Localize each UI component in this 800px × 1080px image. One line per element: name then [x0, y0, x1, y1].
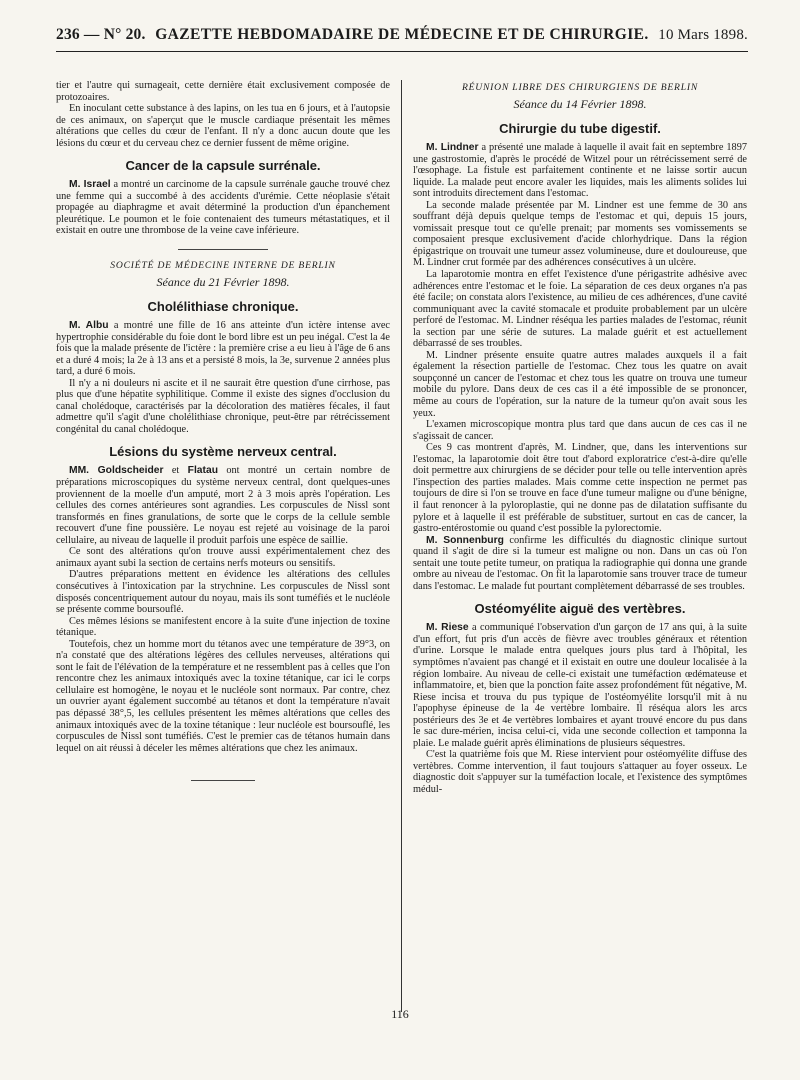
paragraph-text: a présenté une malade à laquelle il avait fait en septembre 1897 une gastrostomie, d'après le procédé de Witzel pour un rétrécissement serré de l'œsophage. La fistule est parfaitement continente et ne laisse sortir aucun liquide. La malade peut encore avaler les liquides, mais les aliments solides lui sont introduits directement dans l'estomac. — [413, 142, 747, 200]
section-heading: Cancer de la capsule surrénale. — [125, 158, 321, 174]
paragraph: C'est la quatrième fois que M. Riese intervient pour ostéomyélite diffuse des vertèbres. Comme intervention, il faut toujours s'attaquer au foyer osseux. Le diagnostic doit s'appuyer sur la tuméfaction locale, et l'existence des symptômes médul- — [413, 749, 747, 795]
paragraph: Ces 9 cas montrent d'après, M. Lindner, que, dans les interventions sur l'estomac, la laparotomie doit être tout d'abord exploratrice c'est-à-dire qu'elle doit permettre aux chirurgiens de se décider pour telle ou telle intervention après l'inspection des parties malades. Mais comme cette inspection ne permet pas toujours de dire si l'on se trouve en face d'une tumeur maligne ou d'une bénigne, il faut renoncer à la pyloroplastie, qui ne donne pas de dilatation suffisante du pylore et à laquelle il est préférable de substituer, surtout en cas de cancer, la gastro-entérostomie ou quand c'est possible la pylorectomie. — [413, 442, 747, 535]
paragraph: La laparotomie montra en effet l'existence d'une périgastrite adhésive avec adhérences entre l'estomac et le foie. La séparation de ces deux organes n'a pas été facile; on constata alors l'existence, au milieu de ces adhérences, d'une cavité communiquant avec la cavité stomacale et produite probablement par un ulcère perforé de l'estomac. M. Lindner réséqua les parties malades de l'estomac, réunit la section par une série de sutures. La malade guérit et est actuellement débarrassé de ses troubles. — [413, 269, 747, 350]
paragraph — [56, 179, 390, 237]
paragraph-text: confirme les difficultés du diagnostic clinique surtout quand il s'agit de dire si la tumeur est maligne ou non. Dans un cas où l'on sentait une toute petite tumeur, on pratiqua la radiographie qui donna une grande ombre au niveau de l'estomac. On fit la laparotomie sans trouver trace de tumeur dans l'estomac. Le malade fut pourtant complètement débarrassé de ses troubles. — [413, 534, 747, 592]
session-date: Séance du 21 Février 1898. — [156, 275, 290, 290]
header-rule — [56, 51, 748, 52]
paragraph: L'examen microscopique montra plus tard que dans aucun de ces cas il ne s'agissait de cancer. — [413, 419, 747, 442]
paragraph: M. Lindner présente ensuite quatre autres malades auxquels il a fait également la résection partielle de l'estomac. Chez tous les quatre on avait soupçonné un cancer de l'estomac et chez tous les quatre on trouva une tumeur mobile du pylore. Dans deux de ces cas il a été impossible de se prononcer, même au cours de l'opération, sur la nature de la tumeur qu'on avait sous les yeux. — [413, 349, 747, 419]
section-heading: Cholélithiase chronique. — [147, 299, 299, 315]
author-name: M. Sonnenburg — [426, 534, 504, 546]
conjunction: et — [163, 465, 188, 477]
paragraph — [56, 465, 390, 546]
paragraph: Toutefois, chez un homme mort du tétanos avec une température de 39°3, on n'a constaté que des altérations légères des cellules nerveuses, altérations qui sont le fait de l'élévation de la température et ne ressemblent pas à celles que l'on rencontre chez les animaux intoxiqués avec la toxine tétanique, car ici le corps cellulaire est homogène, le noyau et le nucléole sont normaux. Par contre, chez un ouvrier ayant également succombé au tétanos et dont la température n'avait pas dépassé 38°,5, les cellules présentent les mêmes altérations que celles des animaux intoxiqués avec de la toxine tétanique : leur nucléole est boursouflé, les corpuscules de Nissl sont tuméfiés. C'est le premier cas de tétanos humain dans lequel on ait réussi à déceler les mêmes altérations que chez les animaux. — [56, 638, 390, 754]
issue-date: 10 Mars 1898. — [658, 27, 748, 43]
session-date: Séance du 14 Février 1898. — [513, 97, 647, 111]
author-name: Flatau — [187, 465, 218, 477]
page-label: 236 — N° 20. — [56, 26, 146, 43]
paragraph — [413, 535, 747, 593]
paragraph: tier et l'autre qui surnageait, cette dernière était exclusivement composée de protozoaires. — [56, 80, 390, 103]
section-heading: Chirurgie du tube digestif. — [499, 121, 661, 136]
right-column — [401, 80, 747, 1012]
paragraph: Ces mêmes lésions se manifestent encore à la suite d'une injection de toxine tétanique. — [56, 615, 390, 639]
end-rule — [191, 780, 255, 781]
page-folio: 116 — [391, 1007, 409, 1021]
paragraph-text: a montré une fille de 16 ans atteinte d'un ictère intense avec hypertrophie considérable du foie dont le bord libre est un peu inégal. C'est la 4e fois que la malade présente de l'ictère : la première crise a eu lieu à l'âge de 6 ans et a duré 4 mois; la 2e à 13 ans et a persisté 8 mois, la 3e, survenue 2 années plus tard, a duré 6 mois. — [56, 320, 390, 378]
section-heading: Lésions du système nerveux central. — [109, 444, 337, 460]
author-name: M. Israel — [69, 179, 111, 191]
paragraph — [56, 320, 390, 378]
paragraph: La seconde malade présentée par M. Lindner est une femme de 30 ans souffrant déjà depuis quelque temps de l'estomac et qui, depuis 15 jours, vomissait presque tout ce qu'elle prenait; par moments ses vomissements se composaient presque exclusivement d'acide chlorhydrique. Dans la région épigastrique on trouvait une tumeur assez volumineuse, dure et douloureuse, que M. Lindner crut formée par des adhérences consécutives à un ulcère. — [413, 199, 747, 269]
paragraph-text: a montré un carcinome de la capsule surrénale gauche trouvé chez une femme qui a succombé à des accidents d'urémie. Cette néoplasie s'était propagée au diaphragme et avait déterminé la production d'un épanchement pleurétique. Le poumon et le foie contenaient des tumeurs métastatiques, et il existait en outre une thrombose de la veine cave inférieure. — [56, 179, 390, 237]
journal-title: GAZETTE HEBDOMADAIRE DE MÉDECINE ET DE CHIRURGIE. — [155, 26, 649, 43]
left-column — [56, 80, 401, 1012]
paragraph: D'autres préparations mettent en évidence les altérations des cellules consécutives à l'intoxication par la strychnine. Les corpuscules de Nissl sont disposés concentriquement autour du noyau, mais ils sont tuméfiés et le nucléole se présente comme boursouflé. — [56, 569, 390, 616]
author-name: MM. Goldscheider — [69, 465, 164, 477]
paragraph — [413, 142, 747, 200]
paragraph-text: a communiqué l'observation d'un garçon de 17 ans qui, à la suite d'un effort, fut pris d'un accès de fièvre avec troubles généraux et rétention d'urine. Lorsque le malade entra quelques jours plus tard à l'hôpital, les symptômes n'avaient pas changé et il existait en outre une douleur localisée à la région lombaire. Au niveau de celle-ci existait une tuméfaction œdémateuse et inflammatoire, et, bien que la ponction faite assez profondément fût négative, M. Riese incisa et trouva du pus typique de l'ostéomyélite lorsqu'il mit à nu l'apophyse épineuse de la 4e vertèbre lombaire. Il réséqua alors les arcs postérieurs des 3e et 4e vertèbres lombaires et ayant trouvé encore du pus dans le sac dure-mérien, incisa celui-ci, vida une seconde collection et tamponna la plaie. Le malade guérit après éliminations de plusieurs séquestres. — [413, 622, 747, 749]
author-name: M. Riese — [426, 622, 469, 634]
society-name: RÉUNION LIBRE DES CHIRURGIENS DE BERLIN — [461, 82, 699, 93]
paragraph-text: ont montré un certain nombre de préparations microscopiques du système nerveux central, dont quelques-unes proviennent de la moelle d'un amputé, mort 2 à 3 mois après l'opération. Les cellules des cornes antérieures sont agrandies. Les corpuscules de Nissl sont transformés en fines granulations, de sorte que le corps de la cellule semble recouvert d'une fine poussière. Le noyau est rejeté au voisinage de la paroi cellulaire, au niveau de laquelle il produit parfois une espèce de saillie. — [56, 465, 390, 546]
author-name: M. Albu — [69, 320, 109, 332]
paragraph — [413, 622, 747, 749]
section-divider — [178, 249, 268, 250]
two-column-body — [56, 80, 748, 1012]
society-name: SOCIÉTÉ DE MÉDECINE INTERNE DE BERLIN — [110, 260, 336, 272]
paragraph: Il n'y a ni douleurs ni ascite et il ne saurait être question d'une cirrhose, pas plus que d'une hépatite syphilitique. Comme il existe des signes d'occlusion du canal cholédoque, caractérisés par la décoloration des matières fécales, il faut admettre qu'il s'agit d'une cholélithiase chronique, peut-être par rétrécissement congénital du canal cholédoque. — [56, 377, 390, 435]
paragraph: Ce sont des altérations qu'on trouve aussi expérimentalement chez des animaux ayant subi la section de certains nerfs moteurs ou sensitifs. — [56, 546, 390, 569]
author-name: M. Lindner — [426, 142, 479, 153]
section-heading: Ostéomyélite aiguë des vertèbres. — [474, 601, 686, 617]
paragraph: En inoculant cette substance à des lapins, on les tua en 6 jours, et à l'autopsie de ces animaux, on s'aperçut que le muscle cardiaque présentait les mêmes altérations que celles du cœur de l'enfant. Il n'y a donc aucun doute que les lésions du cœur et du cerveau chez ce dernier fussent de même origine. — [56, 103, 390, 149]
running-header — [56, 26, 748, 48]
